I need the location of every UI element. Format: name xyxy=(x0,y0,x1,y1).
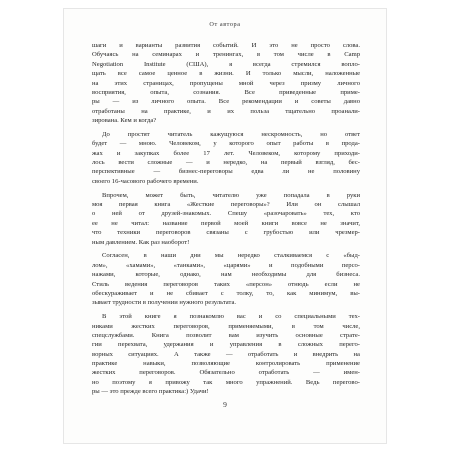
text-line: отработаны на практике, и их польза тщательно проанали- xyxy=(92,107,360,115)
text-line: ры — из личного опыта. Все рекомендации и советы давно xyxy=(92,98,360,106)
body-text xyxy=(92,41,360,401)
text-line: ным давлением. Как раз наоборот! xyxy=(92,238,190,246)
text-line: но поэтому я привожу так много упражнений. Ведь перегово- xyxy=(92,378,360,386)
text-line: шаги и варианты развития событий. И это не просто слова. xyxy=(92,42,360,49)
text-line: спецслужбами. Книга позволит вам изучить основные страте- xyxy=(92,331,360,339)
paragraph xyxy=(92,41,360,126)
text-line: щать все самое ценное в жизни. И только мысли, наложенные xyxy=(92,70,360,78)
text-line: Обучаясь на семинарах и тренингах, в том числе в Camp xyxy=(92,51,360,59)
paragraph xyxy=(92,191,360,247)
text-line: своего 16-часового рабочего времени. xyxy=(92,177,199,185)
text-line: практике навыки, позволяющие контролировать применение xyxy=(92,360,360,368)
text-line: Согласен, в наши дни мы нередко сталкиваемся с «быд- xyxy=(102,252,360,260)
text-line: В этой книге я познакомлю вас и со специальными тех- xyxy=(102,313,360,321)
text-line: Negotiation Institute (США), я всегда стремился вопло- xyxy=(92,60,360,68)
text-line: что техники переговоров связаны с грубостью или чрезмер- xyxy=(92,229,360,237)
text-line: перспективные — бизнес-переговоры едва ли не половину xyxy=(92,168,360,176)
text-line: моя первая книга «Жесткие переговоры»? Или он слышал xyxy=(92,201,360,209)
text-line: никами жестких переговоров, применяемыми, в том числе, xyxy=(92,322,360,330)
running-head: От автора xyxy=(209,21,241,28)
text-line: о ней от друзей-знакомых. Спешу «разочаровать» тех, кто xyxy=(92,210,360,218)
page-number: 9 xyxy=(223,400,227,409)
text-line: ворных ситуациях. А также — отработать и внедрить на xyxy=(92,350,360,358)
text-line: гии перехвата, удержания и управления в сложных перего- xyxy=(92,341,360,349)
paragraph xyxy=(92,312,360,397)
text-line: Впрочем, может быть, читателю уже попадала в руки xyxy=(102,191,360,199)
text-line: будет — мною. Человеком, у которого опыт работы в прода- xyxy=(92,140,360,148)
text-line: лось вести сложные — и нередко, на первый взгляд, бес- xyxy=(92,159,360,167)
text-line: лом», «хамами», «танками», «царями» и подобными персо- xyxy=(92,261,360,269)
text-line: обескураживает и не сбивает с толку, то, как минимум, вы- xyxy=(92,289,360,297)
text-line: ры — это прежде всего практика:) Удачи! xyxy=(92,388,209,396)
text-line: жестких переговоров. Обязательно отработать — имен- xyxy=(92,369,360,377)
text-line: нажами, которые, однако, нам необходимы для бизнеса. xyxy=(92,271,360,279)
text-line: на этих страницах, пропущены мной через призму личного xyxy=(92,79,360,87)
text-line: жах и закупках более 17 лет. Человеком, которому приходи- xyxy=(92,149,360,157)
text-line: Стиль ведения переговоров таких «персон» отнюдь если не xyxy=(92,280,360,288)
text-line: зывает трудности в получении нужного результата. xyxy=(92,299,237,307)
text-line: ее не читал: название первой моей книги вовсе не значит, xyxy=(92,219,360,227)
text-line: До простят читатель кажущуюся нескромность, но ответ xyxy=(102,130,360,138)
text-line: восприятия, опыта, сознания. Все приведенные приме- xyxy=(92,88,360,96)
book-page xyxy=(63,8,387,444)
text-line: зирована. Кем и когда? xyxy=(92,117,157,125)
paragraph xyxy=(92,130,360,186)
paragraph xyxy=(92,251,360,307)
